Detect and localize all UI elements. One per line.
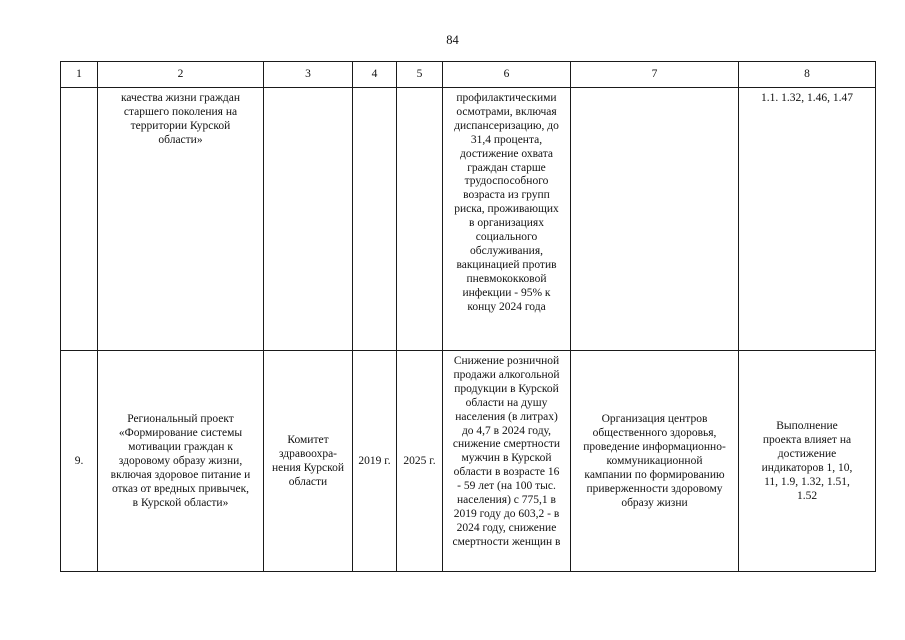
start-year-cell: 2019 г. — [353, 351, 397, 572]
executor-cell — [264, 88, 353, 351]
column-number-header: 6 — [443, 62, 571, 88]
executor-cell: Комитет здравоохра- нения Курской области — [264, 351, 353, 572]
expected-result-cell: Снижение розничной продажи алкогольной продукции в Курской области на душу населения (в литрах) до 4,7 в 2024 году, снижение смертности мужчин в Курской области в возрасте 16 - 59 лет (на 100 тыс. населения) с 775,1 в 2019 году до 603,2 - в 2024 году, снижение смертности женщин в — [443, 351, 571, 572]
indicators-cell: 1.1. 1.32, 1.46, 1.47 — [739, 88, 876, 351]
measures-cell — [571, 88, 739, 351]
column-number-header: 3 — [264, 62, 353, 88]
end-year-cell: 2025 г. — [397, 351, 443, 572]
page-number: 84 — [446, 33, 459, 47]
indicators-cell: Выполнение проекта влияет на достижение индикаторов 1, 10, 11, 1.9, 1.32, 1.51, 1.52 — [739, 351, 876, 572]
row-number-cell — [61, 88, 98, 351]
column-number-header: 5 — [397, 62, 443, 88]
table-row-continuation — [61, 88, 876, 351]
table-row-9 — [61, 351, 876, 572]
column-number-header: 2 — [98, 62, 264, 88]
project-name-cell: качества жизни граждан старшего поколения на территории Курской области» — [98, 88, 264, 351]
program-table — [60, 61, 876, 572]
end-year-cell — [397, 88, 443, 351]
expected-result-cell: профилактическими осмотрами, включая диспансеризацию, до 31,4 процента, достижение охвата граждан старше трудоспособного возраста из групп риска, проживающих в организациях социального обслуживания, вакцинацией против пневмококковой инфекции - 95% к концу 2024 года — [443, 88, 571, 351]
row-number-cell: 9. — [61, 351, 98, 572]
column-number-row — [61, 62, 876, 88]
column-number-header: 1 — [61, 62, 98, 88]
column-number-header: 7 — [571, 62, 739, 88]
start-year-cell — [353, 88, 397, 351]
project-name-cell: Региональный проект «Формирование системы мотивации граждан к здоровому образу жизни, включая здоровое питание и отказ от вредных привычек, в Курской области» — [98, 351, 264, 572]
column-number-header: 4 — [353, 62, 397, 88]
column-number-header: 8 — [739, 62, 876, 88]
measures-cell: Организация центров общественного здоровья, проведение информационно- коммуникационной кампании по формированию приверженности здоровому образу жизни — [571, 351, 739, 572]
